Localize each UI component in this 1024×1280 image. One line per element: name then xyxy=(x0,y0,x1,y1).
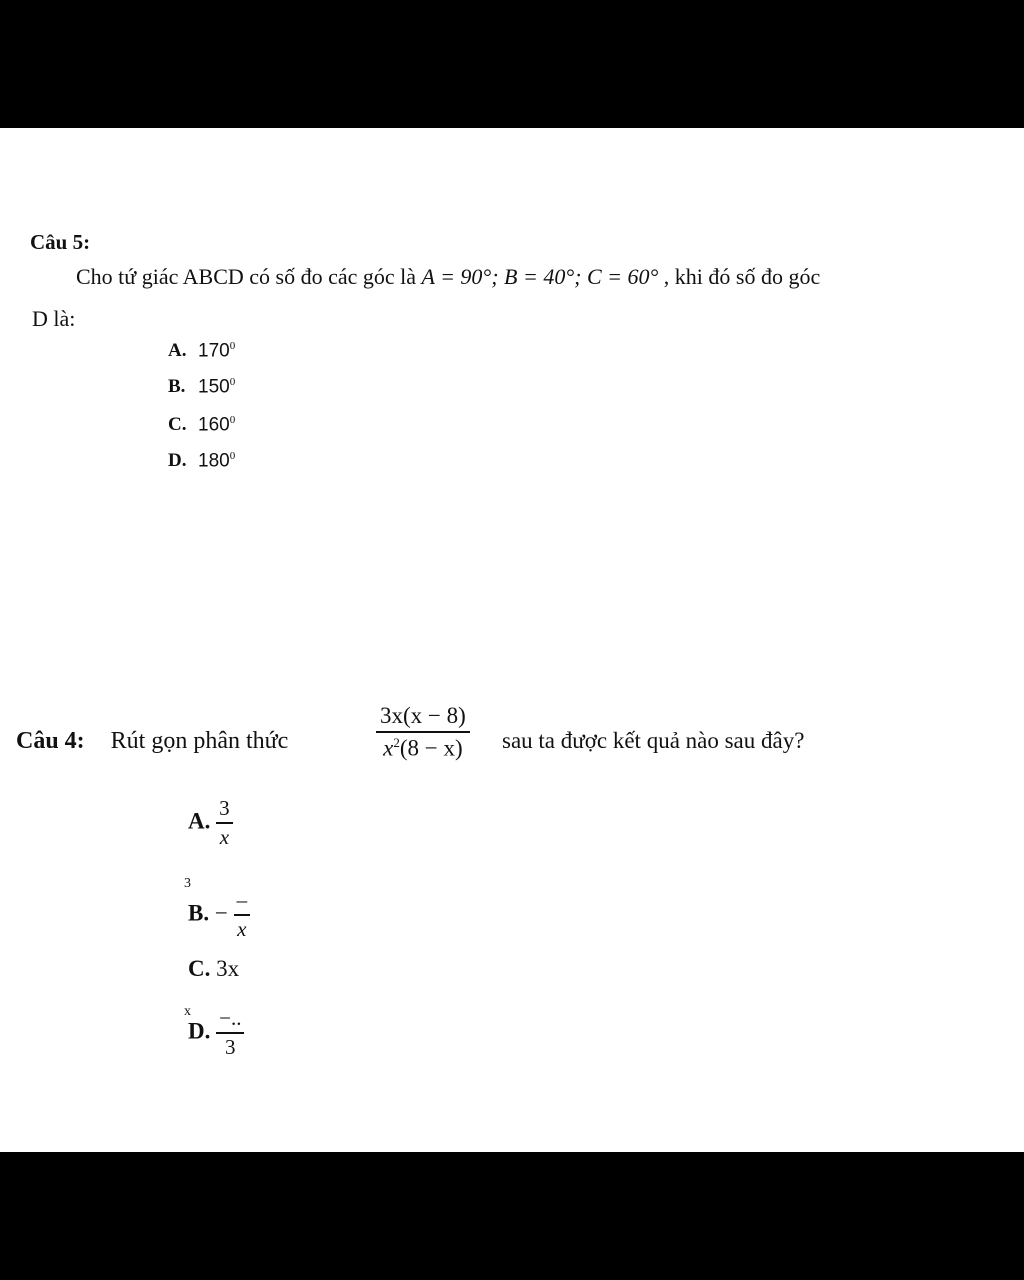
option-value: 3x xyxy=(216,956,240,981)
question-5-option-c[interactable] xyxy=(168,414,235,436)
question-4-option-a[interactable] xyxy=(188,796,233,850)
option-d-overmark: x xyxy=(184,1004,191,1019)
question-4-option-b[interactable] xyxy=(188,888,250,942)
degree-sup: 0 xyxy=(229,414,236,426)
question-4-title: Câu 4: xyxy=(16,728,85,754)
option-b-overmark: 3 xyxy=(184,876,191,891)
question-5-stem xyxy=(76,264,820,290)
document-page xyxy=(0,128,1024,1152)
option-label: B. xyxy=(188,900,210,926)
question-4-stem-end: sau ta được kết quả nào sau đây? xyxy=(502,728,805,753)
question-5-stem-math: A = 90°; B = 40°; C = 60° xyxy=(421,264,659,289)
question-5-option-d[interactable] xyxy=(168,450,235,472)
degree-sup: 0 xyxy=(229,450,236,462)
option-label: D. xyxy=(168,450,187,472)
fraction-denominator: $x^2(8 - x)$ xyxy=(383,735,463,761)
question-5-stem-intro: Cho tứ giác ABCD có số đo các góc là xyxy=(76,264,417,289)
question-4-option-d[interactable] xyxy=(188,1006,244,1060)
option-value: 170 xyxy=(198,340,230,362)
question-4-option-c[interactable] xyxy=(188,956,239,982)
option-value: 150 xyxy=(198,376,230,398)
option-fraction: $\frac{-}{x}$ xyxy=(234,888,251,942)
option-label: D. xyxy=(188,1018,211,1044)
option-label: B. xyxy=(168,376,186,398)
question-4-stem-intro: Rút gọn phân thức xyxy=(110,728,289,754)
option-fraction: $\frac{-..}{3}$ xyxy=(216,1006,244,1060)
option-label: A. xyxy=(188,808,211,834)
question-4-fraction xyxy=(376,703,470,762)
option-label: A. xyxy=(168,340,187,362)
question-4-stem xyxy=(16,728,288,755)
question-5-title: Câu 5: xyxy=(30,230,91,254)
option-label: C. xyxy=(188,956,211,981)
option-label: C. xyxy=(168,414,187,436)
question-5-option-a[interactable] xyxy=(168,340,235,362)
degree-sup: 0 xyxy=(229,376,236,388)
fraction-numerator: 3x(x − 8) xyxy=(376,703,470,733)
degree-sup: 0 xyxy=(229,340,236,352)
option-sign: − xyxy=(214,900,228,926)
option-fraction: $\frac{3}{x}$ xyxy=(216,796,233,850)
question-5-stem-end: , khi đó số đo góc xyxy=(663,264,821,289)
option-value: 180 xyxy=(198,450,230,472)
option-value: 160 xyxy=(198,414,230,436)
question-5-option-b[interactable] xyxy=(168,376,235,398)
question-5-stem-line2: D là: xyxy=(32,306,76,331)
